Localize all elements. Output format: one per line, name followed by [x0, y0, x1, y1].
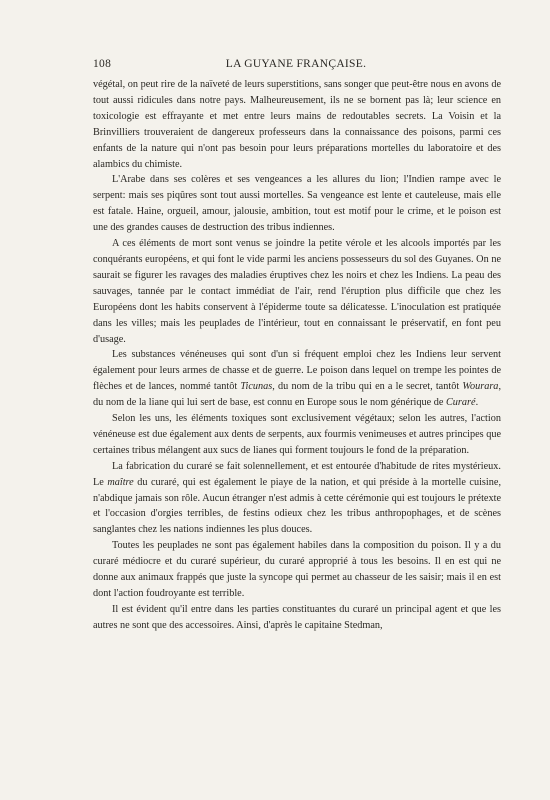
- paragraph-2: L'Arabe dans ses colères et ses vengeances a les allures du lion; l'Indien rampe avec le serpent: mais ses piqûres sont tout aussi mortelles. Sa vengeance est lente et cauteleuse, mais elle est fatale. Haine, orgueil, amour, jalousie, ambition, tout est motif pour le crime, et le poison est une des grandes causes de destruction des tribus indiennes.: [93, 174, 501, 234]
- term-maitre: maître: [107, 476, 134, 488]
- paragraph-4-text-d: .: [475, 397, 479, 409]
- term-curare: Curaré: [445, 397, 476, 409]
- paragraph-6-text-b: du curaré, qui est également le piaye de la nation, et qui préside à la mortelle cuisine, n'abdique jamais son rôle. Aucun étranger n'est admis à cette cérémonie qui est toujours le prétexte et l'occasion d'orgies terribles, de festins odieux chez les tribus anthropophages, et de scènes sanglantes chez les nations indiennes les plus douces.: [93, 476, 502, 536]
- term-wourara: Wourara: [462, 381, 499, 393]
- paragraph-4-text-b: , du nom de la tribu qui en a le secret, tantôt: [272, 381, 463, 393]
- paragraph-4-text-c: , du nom de la liane qui lui sert de base, est connu en Europe sous le nom générique de: [93, 381, 501, 409]
- paragraph-3: A ces éléments de mort sont venus se joindre la petite vérole et les alcools importés par les conquérants européens, et qui font le vide parmi les anciens possesseurs du sol des Guyanes. On ne saurait se figurer les ravages des maladies éruptives chez les noirs et chez les Indiens. La peau des sauvages, tannée par le contact immédiat de l'air, rend l'éruption plus difficile que chez les Européens dont les habits conservent à l'épiderme toute sa délicatesse. L'inoculation est pratiquée dans les villes; mais les peuplades de l'intérieur, tout en connaissant le préservatif, en font peu d'usage.: [93, 238, 501, 345]
- paragraph-4: [93, 347, 501, 411]
- page-number: 108: [93, 58, 112, 70]
- paragraph-7: Toutes les peuplades ne sont pas également habiles dans la composition du poison. Il y a du curaré médiocre et du curaré supérieur, du curaré approprié à tous les besoins. Il en est qui ne donne aux animaux frappés que juste la syncope qui permet au chasseur de les saisir; mais il en est dont l'action foudroyante est terrible.: [93, 540, 501, 599]
- paragraph-1: végétal, on peut rire de la naïveté de leurs superstitions, sans songer que peut-être nous en avons de tout aussi ridicules dans notre pays. Malheureusement, ils ne se bornent pas là; leur science en toxicologie est effrayante et met entre leurs mains de redoutables secrets. La Voisin et la Brinvilliers trouveraient de dangereux professeurs dans la connaissance des poisons, parmi ces enfants de la nature qui n'ont pas besoin pour leurs préparations mortelles du laboratoire et des alambics du chimiste.: [93, 79, 501, 170]
- term-ticunas: Ticunas: [240, 381, 273, 393]
- paragraph-6: [93, 459, 501, 539]
- paragraph-4-text-a: Les substances vénéneuses qui sont d'un si fréquent emploi chez les Indiens leur servent également pour leurs armes de chasse et de guerre. Le poison dans lequel on trempe les pointes de flèches et de lances, nommé tantôt: [93, 349, 501, 393]
- running-title: LA GUYANE FRANÇAISE.: [225, 58, 367, 70]
- page-header: [93, 58, 499, 74]
- paragraph-6-text-a: La fabrication du curaré se fait solennellement, et est entourée d'habitude de rites mystérieux. Le: [93, 460, 501, 488]
- body-text: [93, 77, 501, 634]
- paragraph-5: Selon les uns, les éléments toxiques sont exclusivement végétaux; selon les autres, l'action vénéneuse est due également aux dents de serpents, aux fourmis venimeuses et autres principes que certaines tribus mélangent aux sucs de lianes qui forment toujours le fond de la préparation.: [93, 413, 501, 456]
- paragraph-8: Il est évident qu'il entre dans les parties constituantes du curaré un principal agent et que les autres ne sont que des accessoires. Ainsi, d'après le capitaine Stedman,: [93, 603, 501, 631]
